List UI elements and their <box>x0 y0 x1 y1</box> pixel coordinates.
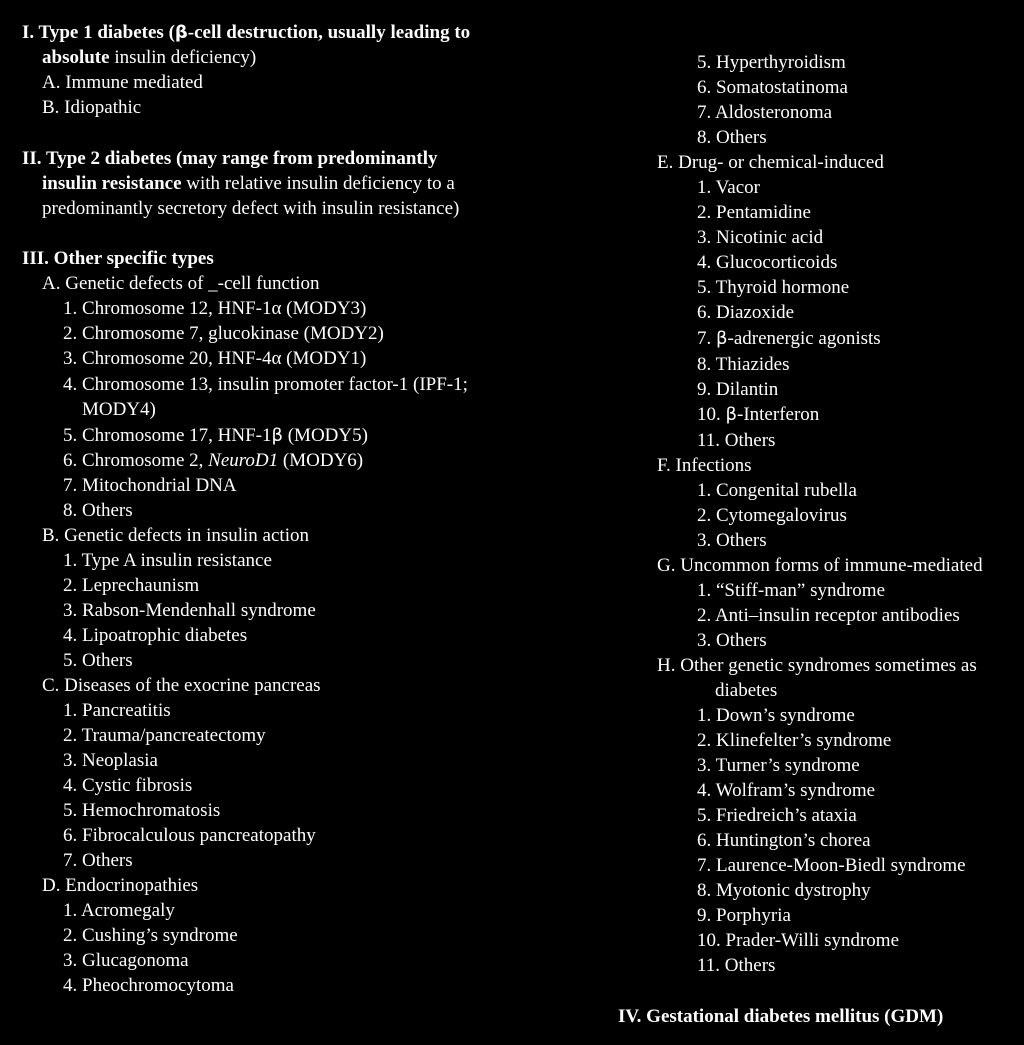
list-item-b5: 5. Others <box>63 650 133 671</box>
list-item-a5-part-b: (MODY5) <box>282 425 368 446</box>
list-item-g1: 1. “Stiff-man” syndrome <box>697 580 886 601</box>
absolute-bold: absolute <box>42 47 110 68</box>
list-item-d2: 2. Cushing’s syndrome <box>63 925 238 946</box>
subsection-h-title: H. Other genetic syndromes sometimes as <box>657 655 977 676</box>
list-item-h7: 7. Laurence-Moon-Biedl syndrome <box>697 855 966 876</box>
insulin-resistance-bold: insulin resistance <box>42 173 182 194</box>
list-item-e10-text: -Interferon <box>737 404 820 425</box>
subsection-g-title: G. Uncommon forms of immune-mediated <box>657 555 983 576</box>
list-item-c1: 1. Pancreatitis <box>63 700 171 721</box>
section-2-title: II. Type 2 diabetes (may range from predominantly <box>22 148 438 169</box>
list-item-e4: 4. Glucocorticoids <box>697 252 838 273</box>
list-item-f3: 3. Others <box>697 530 767 551</box>
list-item-d4: 4. Pheochromocytoma <box>63 975 234 996</box>
list-item-e9: 9. Dilantin <box>697 379 779 400</box>
list-item-h4: 4. Wolfram’s syndrome <box>697 780 876 801</box>
section-1-title-part-b: -cell destruction, usually leading to <box>187 22 471 43</box>
list-item-f1: 1. Congenital rubella <box>697 480 857 501</box>
list-item-h5: 5. Friedreich’s ataxia <box>697 805 857 826</box>
list-item-b3: 3. Rabson-Mendenhall syndrome <box>63 600 316 621</box>
list-item-h8: 8. Myotonic dystrophy <box>697 880 871 901</box>
list-item-e7 <box>697 326 881 351</box>
list-item-a7: 7. Mitochondrial DNA <box>63 475 237 496</box>
list-item-a6-part-a: 6. Chromosome 2, <box>63 450 209 471</box>
list-item-e2: 2. Pentamidine <box>697 202 811 223</box>
neurod1-italic: NeuroD1 <box>208 450 279 471</box>
section-1-title-rest: insulin deficiency) <box>109 47 257 68</box>
subsection-e-title: E. Drug- or chemical-induced <box>657 152 884 173</box>
list-item-c2: 2. Trauma/pancreatectomy <box>63 725 266 746</box>
list-item-d7: 7. Aldosteronoma <box>697 102 833 123</box>
list-item-g2: 2. Anti–insulin receptor antibodies <box>697 605 960 626</box>
beta-symbol: β <box>725 404 737 425</box>
s1-item-a: A. Immune mediated <box>42 72 203 93</box>
list-item-a4: 4. Chromosome 13, insulin promoter factor-1 (IPF-1; <box>63 374 468 395</box>
list-item-a1: 1. Chromosome 12, HNF-1α (MODY3) <box>63 298 367 319</box>
subsection-b-title: B. Genetic defects in insulin action <box>42 525 309 546</box>
list-item-c7: 7. Others <box>63 850 133 871</box>
list-item-b4: 4. Lipoatrophic diabetes <box>63 625 248 646</box>
subsection-d-title: D. Endocrinopathies <box>42 875 199 896</box>
list-item-a8: 8. Others <box>63 500 133 521</box>
section-1-title-part-a: I. Type 1 diabetes ( <box>22 22 175 43</box>
s1-item-b: B. Idiopathic <box>42 97 142 118</box>
list-item-a4-cont: MODY4) <box>82 399 156 420</box>
list-item-e5: 5. Thyroid hormone <box>697 277 850 298</box>
list-item-e3: 3. Nicotinic acid <box>697 227 824 248</box>
list-item-h9: 9. Porphyria <box>697 905 791 926</box>
list-item-a6-part-b: (MODY6) <box>278 450 364 471</box>
list-item-e11: 11. Others <box>697 430 776 451</box>
list-item-g3: 3. Others <box>697 630 767 651</box>
list-item-h1: 1. Down’s syndrome <box>697 705 855 726</box>
subsection-h-title-cont: diabetes <box>715 680 778 701</box>
list-item-f2: 2. Cytomegalovirus <box>697 505 847 526</box>
section-3-title: III. Other specific types <box>22 248 214 269</box>
subsection-c-title: C. Diseases of the exocrine pancreas <box>42 675 321 696</box>
list-item-b1: 1. Type A insulin resistance <box>63 550 272 571</box>
list-item-d1: 1. Acromegaly <box>63 900 175 921</box>
list-item-b2: 2. Leprechaunism <box>63 575 200 596</box>
list-item-c6: 6. Fibrocalculous pancreatopathy <box>63 825 316 846</box>
section-2-title-rest: with relative insulin deficiency to a <box>181 173 455 194</box>
list-item-c5: 5. Hemochromatosis <box>63 800 221 821</box>
list-item-c3: 3. Neoplasia <box>63 750 158 771</box>
list-item-a3: 3. Chromosome 20, HNF-4α (MODY1) <box>63 348 367 369</box>
list-item-h10: 10. Prader-Willi syndrome <box>697 930 900 951</box>
list-item-h11: 11. Others <box>697 955 776 976</box>
beta-symbol: β <box>271 425 283 446</box>
list-item-e10-num: 10. <box>697 404 726 425</box>
list-item-d6: 6. Somatostatinoma <box>697 77 848 98</box>
list-item-e6: 6. Diazoxide <box>697 302 795 323</box>
list-item-d5: 5. Hyperthyroidism <box>697 52 846 73</box>
beta-symbol: β <box>174 22 188 43</box>
list-item-h3: 3. Turner’s syndrome <box>697 755 860 776</box>
list-item-e7-num: 7. <box>697 328 716 349</box>
subsection-a-title: A. Genetic defects of _-cell function <box>42 273 320 294</box>
list-item-d8: 8. Others <box>697 127 767 148</box>
subsection-f-title: F. Infections <box>657 455 752 476</box>
list-item-d3: 3. Glucagonoma <box>63 950 189 971</box>
list-item-e1: 1. Vacor <box>697 177 760 198</box>
list-item-h2: 2. Klinefelter’s syndrome <box>697 730 892 751</box>
list-item-a5-part-a: 5. Chromosome 17, HNF-1 <box>63 425 272 446</box>
section-4-title: IV. Gestational diabetes mellitus (GDM) <box>618 1006 944 1027</box>
section-2-title-cont-2: predominantly secretory defect with insulin resistance) <box>42 198 460 219</box>
list-item-e7-text: -adrenergic agonists <box>727 328 881 349</box>
list-item-a2: 2. Chromosome 7, glucokinase (MODY2) <box>63 323 384 344</box>
list-item-c4: 4. Cystic fibrosis <box>63 775 193 796</box>
list-item-h6: 6. Huntington’s chorea <box>697 830 871 851</box>
list-item-e8: 8. Thiazides <box>697 354 790 375</box>
list-item-e10 <box>697 402 819 427</box>
beta-symbol: β <box>716 328 728 349</box>
